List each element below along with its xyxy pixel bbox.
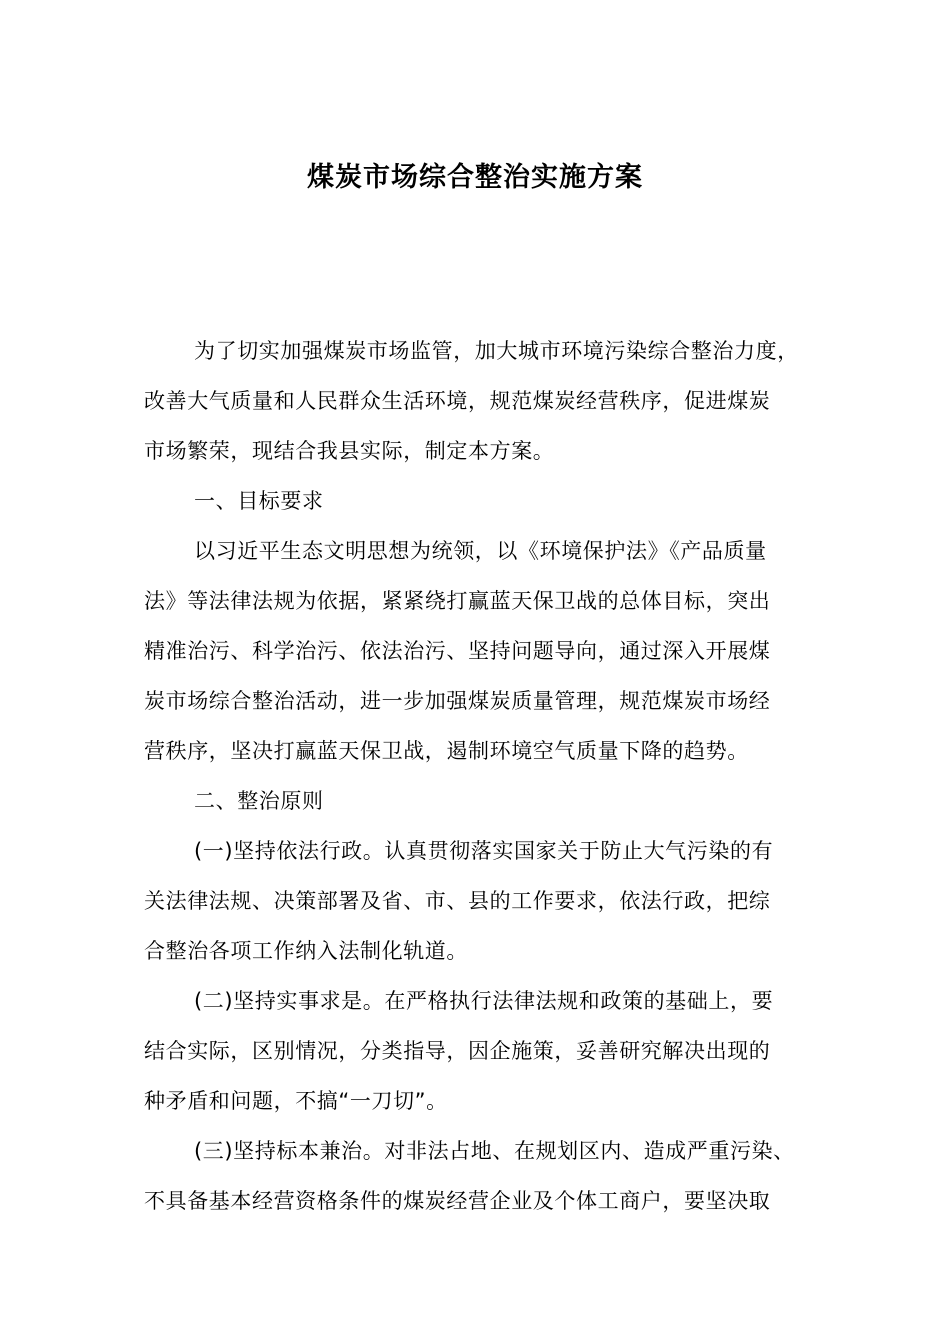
paragraph-line: 精准治污、科学治污、依法治污、坚持问题导向，通过深入开展煤 [144,639,771,663]
paragraph-line: 改善大气质量和人民群众生活环境，规范煤炭经营秩序，促进煤炭 [144,389,771,413]
document-body [144,326,824,1226]
document-title: 煤炭市场综合整治实施方案 [307,162,643,193]
paragraph-line: (二)坚持实事求是。在严格执行法律法规和政策的基础上，要 [194,989,774,1013]
section-heading-principles: 二、整治原则 [194,789,324,813]
paragraph-line: 结合实际，区别情况，分类指导，因企施策，妥善研究解决出现的 [144,1039,771,1063]
paragraph-line: (一)坚持依法行政。认真贯彻落实国家关于防止大气污染的有 [194,839,774,863]
paragraph-line: 炭市场综合整治活动，进一步加强煤炭质量管理，规范煤炭市场经 [144,689,771,713]
paragraph-line: 为了切实加强煤炭市场监管，加大城市环境污染综合整治力度， [194,339,799,363]
section-heading-goals: 一、目标要求 [194,489,324,513]
paragraph-line: 营秩序，坚决打赢蓝天保卫战，遏制环境空气质量下降的趋势。 [144,739,749,763]
paragraph-line: 种矛盾和问题，不搞“一刀切”。 [144,1089,448,1113]
paragraph-line: (三)坚持标本兼治。对非法占地、在规划区内、造成严重污染、 [194,1139,795,1163]
paragraph-line: 不具备基本经营资格条件的煤炭经营企业及个体工商户，要坚决取 [144,1189,771,1213]
paragraph-line: 法》等法律法规为依据，紧紧绕打赢蓝天保卫战的总体目标，突出 [144,589,771,613]
paragraph-line: 市场繁荣，现结合我县实际，制定本方案。 [144,439,555,463]
paragraph-line: 以习近平生态文明思想为统领，以《环境保护法》《产品质量 [194,539,767,563]
paragraph-line: 合整治各项工作纳入法制化轨道。 [144,939,468,963]
paragraph-line: 关法律法规、决策部署及省、市、县的工作要求，依法行政，把综 [144,889,771,913]
